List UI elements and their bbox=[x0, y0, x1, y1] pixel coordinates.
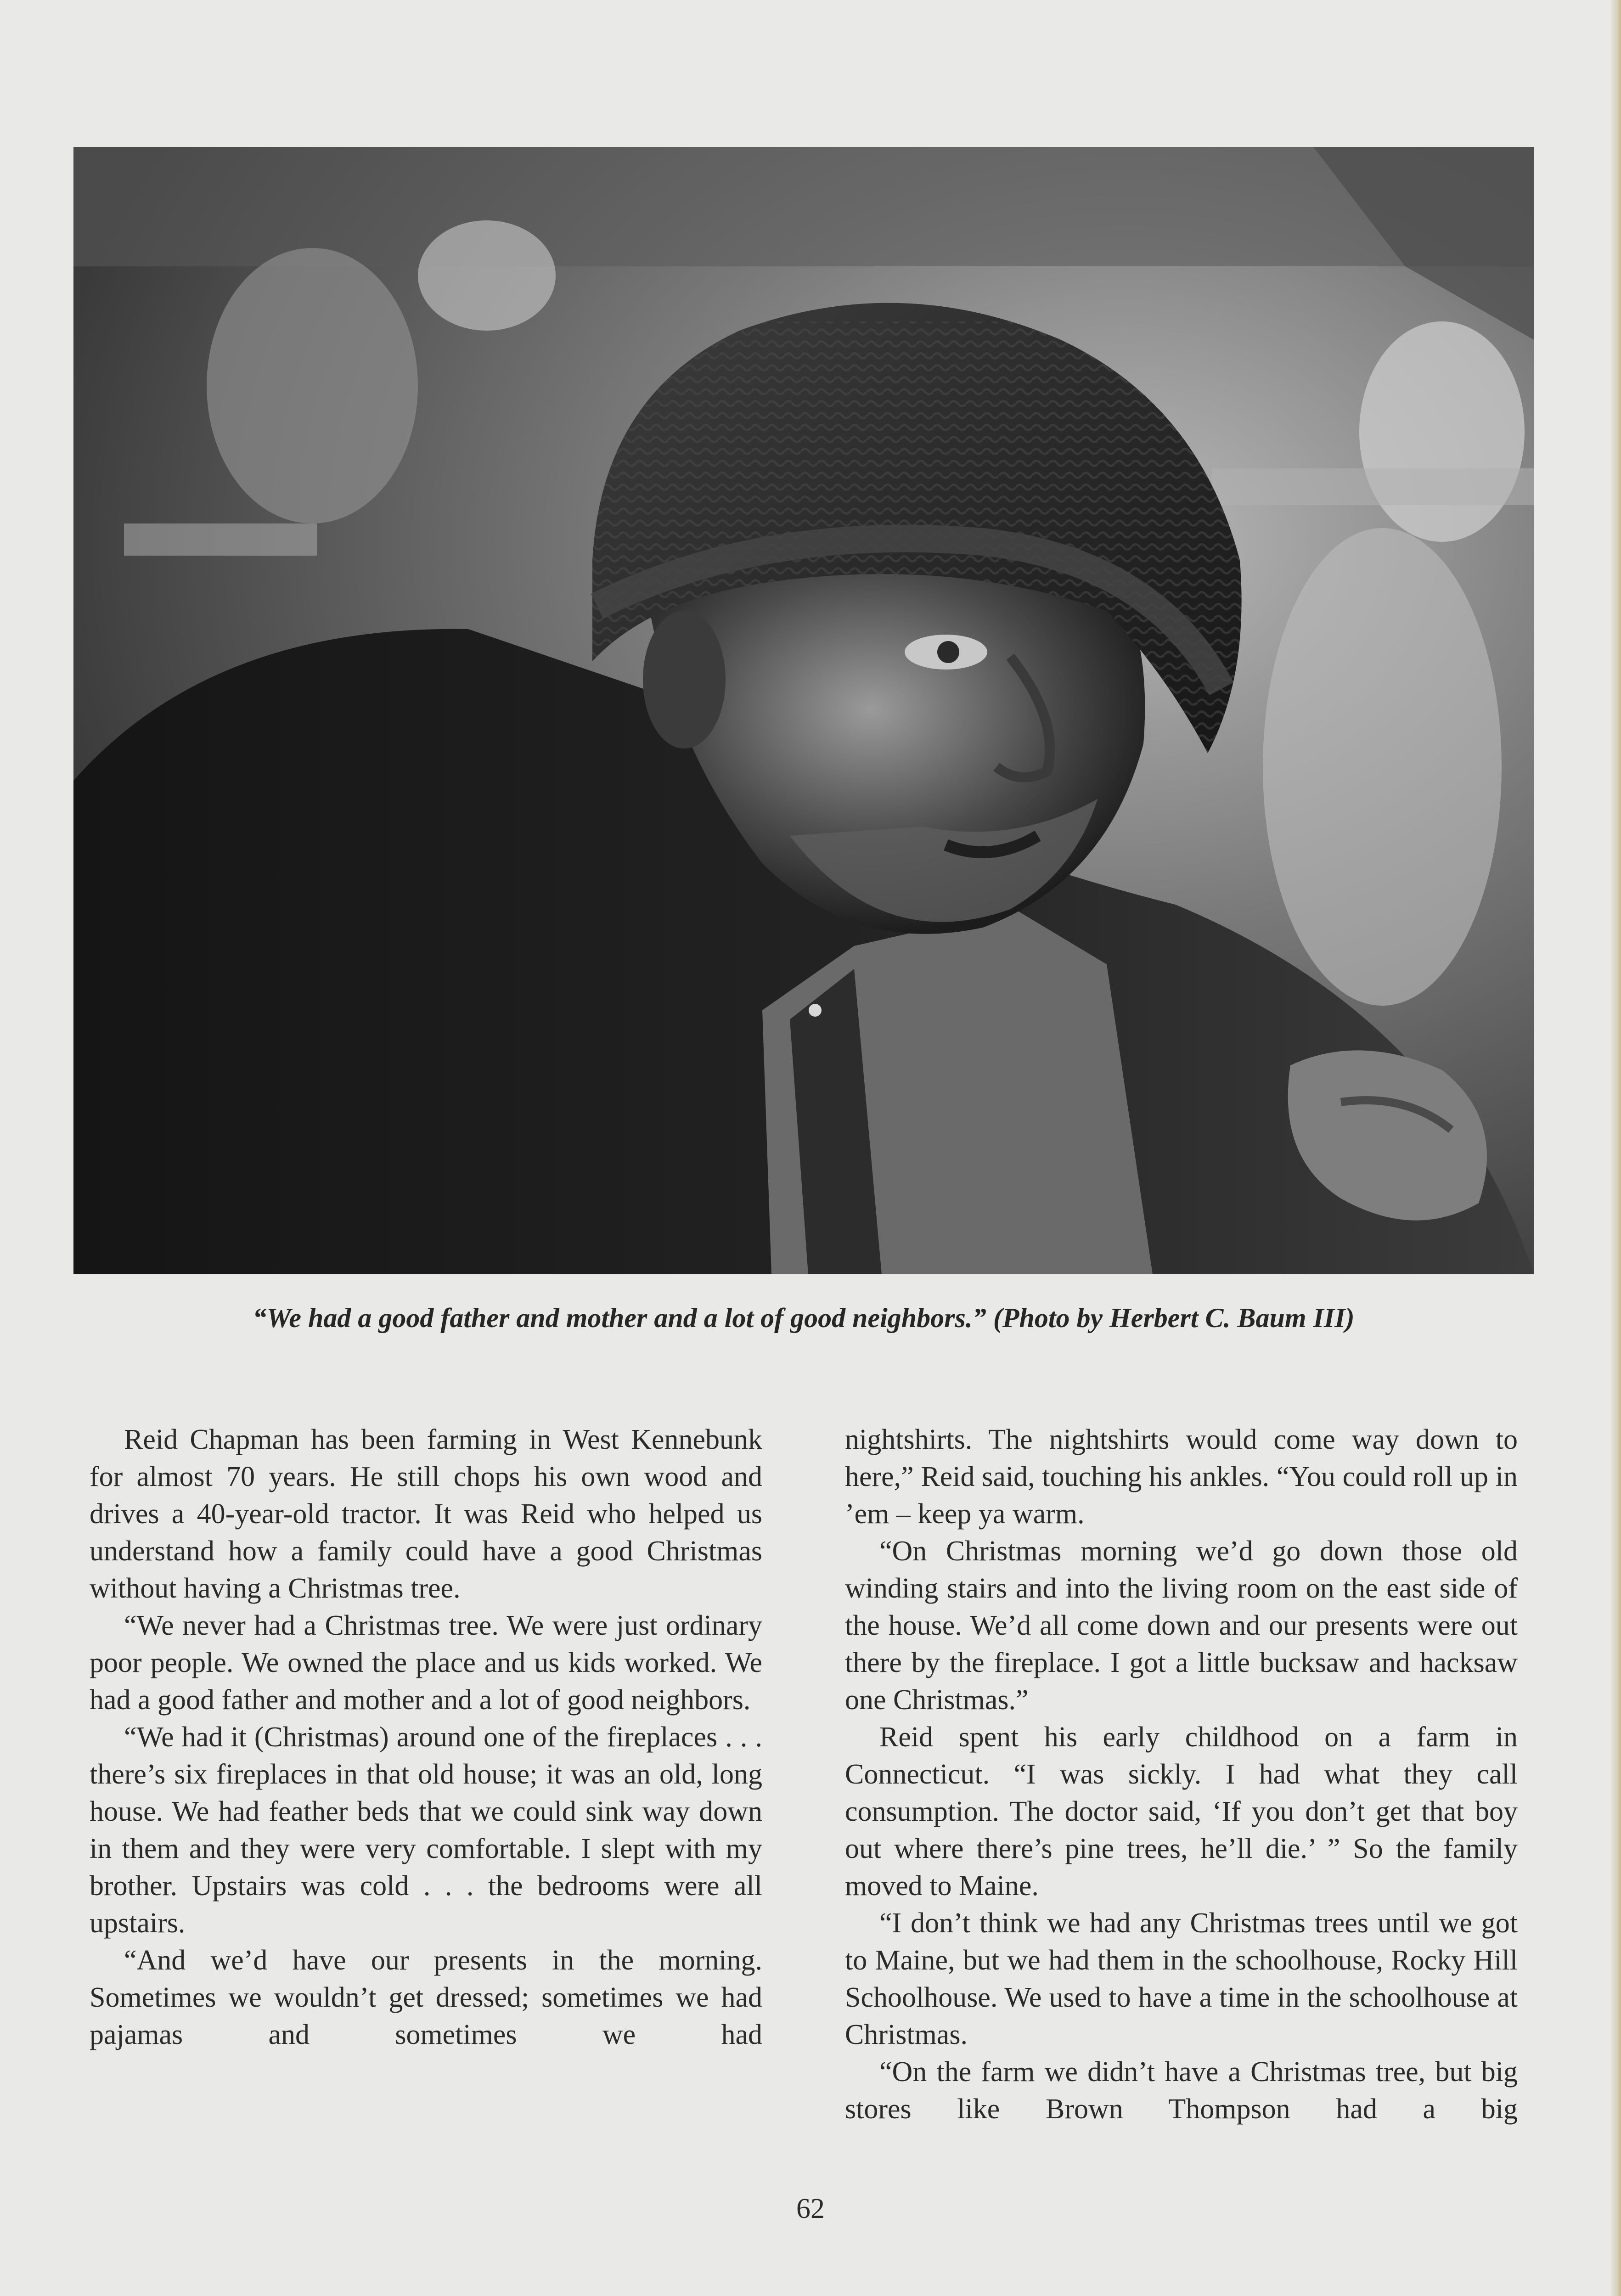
page-number: 62 bbox=[796, 2193, 825, 2224]
paragraph: “We had it (Christmas) around one of the fireplaces . . . there’s six fireplaces in that old house; it was an old, long house. We had feather beds that we could sink way down in them and they were very comfortable. I slept with my brother. Upstairs was cold . . . the bedrooms were all upstairs. bbox=[90, 1722, 762, 1939]
paragraph: Reid spent his early childhood on a farm in Connecticut. “I was sickly. I had what they call consumption. The doctor said, ‘If you don’t get that boy out where there’s pine trees, he’ll die.’ ” So the family moved to Maine. bbox=[845, 1722, 1518, 1902]
paragraph: “On Christmas morning we’d go down those old winding stairs and into the living room on the east side of the house. We’d all come down and our presents were out there by the fireplace. I got a little bucksaw and hacksaw one Christmas.” bbox=[845, 1536, 1518, 1716]
page-edge bbox=[1611, 0, 1621, 2296]
paragraph: “I don’t think we had any Christmas trees until we got to Maine, but we had them in the schoolhouse, Rocky Hill Schoolhouse. We used to have a time in the schoolhouse at Christmas. bbox=[845, 1908, 1518, 2050]
paragraph: Reid Chapman has been farming in West Kennebunk for almost 70 years. He still chops his own wood and drives a 40-year-old tractor. It was Reid who helped us understand how a family could have a good Christmas without having a Christmas tree. bbox=[90, 1424, 762, 1604]
paragraph: “And we’d have our presents in the morning. Sometimes we wouldn’t get dressed; sometimes we had pajamas and sometimes we had bbox=[90, 1945, 762, 2050]
article-right-column bbox=[845, 1421, 1518, 2128]
paragraph: “We never had a Christmas tree. We were just ordinary poor people. We owned the place and us kids worked. We had a good father and mother and a lot of good neighbors. bbox=[90, 1610, 762, 1716]
article-left-column bbox=[90, 1421, 762, 2054]
photo-caption: “We had a good father and mother and a lot of good neighbors.” (Photo by Herbert C. Baum III) bbox=[253, 1303, 1355, 1333]
portrait-photo-illustration bbox=[73, 147, 1534, 1274]
portrait-photo bbox=[73, 147, 1534, 1274]
paragraph: “On the farm we didn’t have a Christmas tree, but big stores like Brown Thompson had a big bbox=[845, 2056, 1518, 2125]
paragraph: nightshirts. The nightshirts would come way down to here,” Reid said, touching his ankles. “You could roll up in ’em – keep ya warm. bbox=[845, 1424, 1518, 1530]
